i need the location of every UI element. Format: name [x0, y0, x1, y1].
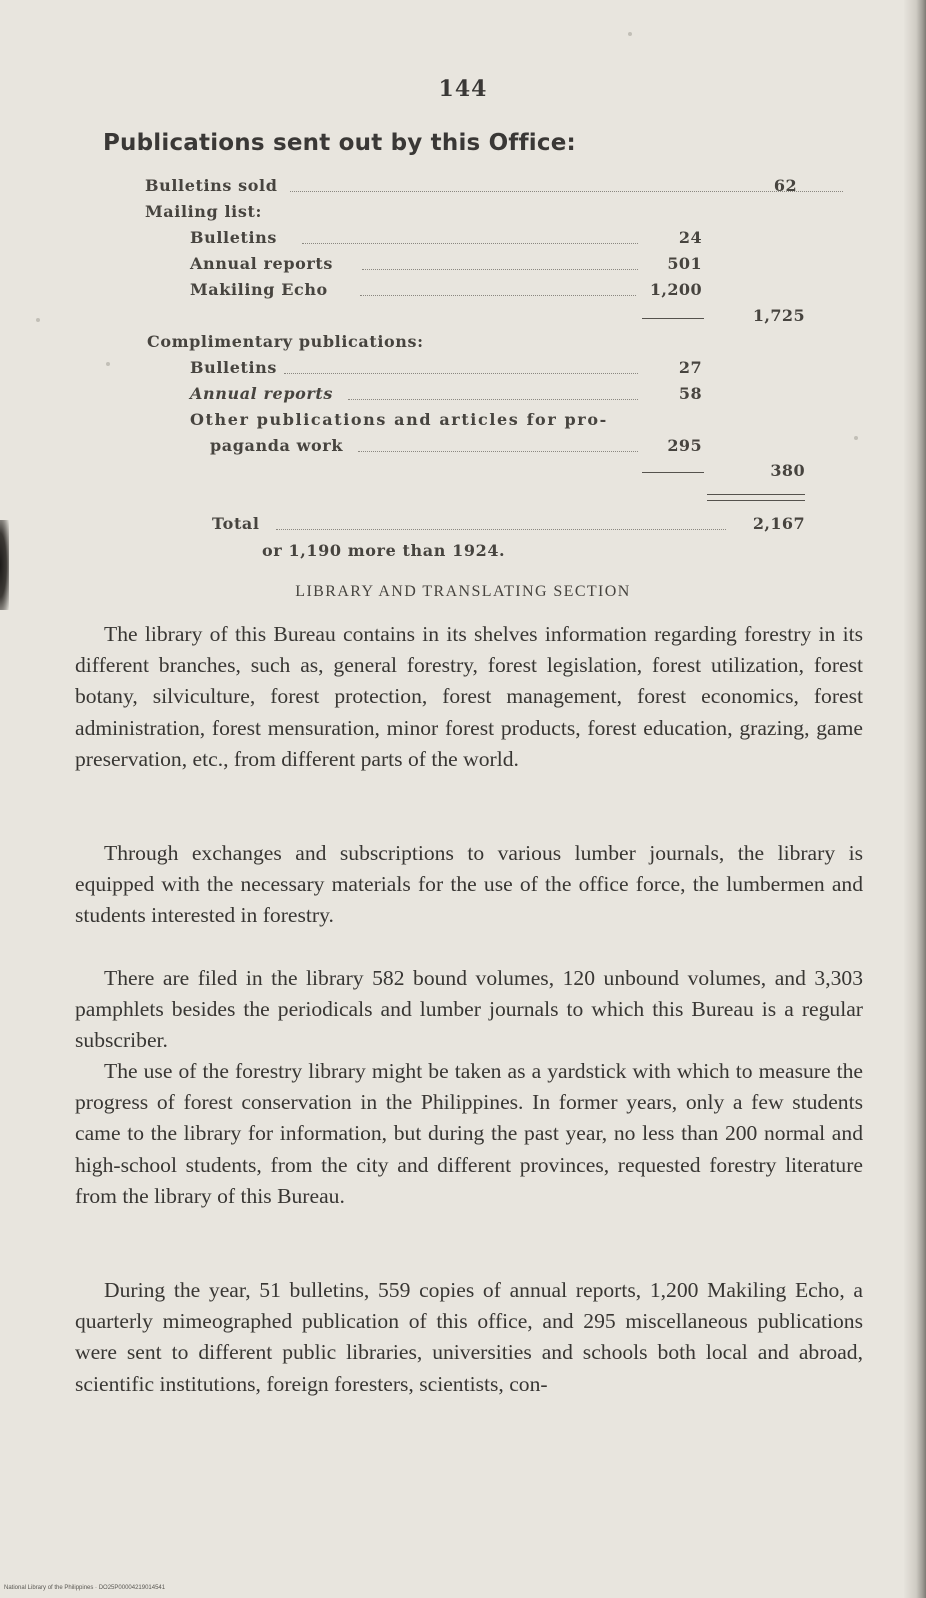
- row-value: 24: [678, 228, 702, 247]
- row-value: 58: [678, 384, 702, 403]
- table-row-other-publications-line1: [190, 410, 710, 434]
- row-label: Other publications and articles for pro-: [190, 410, 608, 429]
- complimentary-label: Complimentary publications:: [147, 332, 424, 351]
- row-label: Annual reports: [190, 384, 334, 403]
- total-double-rule-bottom: [707, 500, 805, 501]
- scan-credit: National Library of the Philippines · DO25P00004219014541: [4, 1585, 166, 1591]
- row-label: Total: [212, 514, 260, 533]
- row-value: 501: [667, 254, 702, 273]
- paragraph-holdings: There are filed in the library 582 bound volumes, 120 unbound volumes, and 3,303 pamphlets besides the periodicals and lumber journals to which this Bureau is a regular subscriber.: [75, 966, 863, 1053]
- mailing-list-label: Mailing list:: [145, 202, 262, 221]
- mailing-list-subtotal: 1,725: [752, 306, 805, 325]
- dot-leader: [358, 451, 638, 452]
- row-label: Bulletins: [190, 358, 278, 377]
- subtotal-rule: [642, 472, 704, 473]
- row-value-total-col: 62: [773, 176, 797, 195]
- table-row-mailing-annual-reports: [190, 254, 710, 278]
- publications-heading: Publications sent out by this Office:: [103, 130, 576, 156]
- dot-leader: [360, 295, 636, 296]
- paragraph-library-contents: The library of this Bureau contains in its shelves information regarding forestry in its different branches, such as, general forestry, forest legislation, forest utilization, forest botany, silviculture, forest protection, forest management, forest economics, forest administration, forest mensuration, minor forest products, forest education, grazing, game preservation, etc., from different parts of the world.: [75, 622, 863, 771]
- table-row-complimentary-bulletins: [190, 358, 710, 382]
- total-double-rule-top: [707, 494, 805, 495]
- complimentary-subtotal: 380: [770, 461, 805, 480]
- table-row-other-publications-line2: [210, 436, 710, 460]
- row-value: 1,200: [649, 280, 702, 299]
- table-row-complimentary-annual-reports: [190, 384, 710, 408]
- subtotal-rule: [642, 318, 704, 319]
- row-label: paganda work: [210, 436, 344, 455]
- paper-speck: [106, 362, 110, 366]
- row-value: 2,167: [752, 514, 805, 533]
- dot-leader: [362, 269, 638, 270]
- paper-speck: [628, 32, 632, 36]
- paragraph-distribution: During the year, 51 bulletins, 559 copies of annual reports, 1,200 Makiling Echo, a quarterly mimeographed publication of this office, and 295 miscellaneous publications were sent to different public libraries, universities and schools both local and abroad, scientific institutions, foreign foresters, scientists, con-: [75, 1278, 863, 1396]
- section-heading: LIBRARY AND TRANSLATING SECTION: [295, 583, 631, 600]
- paper-speck: [36, 318, 40, 322]
- table-row-mailing-makiling-echo: [190, 280, 710, 304]
- row-label: Bulletins sold: [145, 176, 278, 195]
- dot-leader: [284, 373, 638, 374]
- table-row-bulletins-sold: [145, 176, 805, 200]
- table-row-total: [212, 514, 805, 538]
- comparison-note: or 1,190 more than 1924.: [262, 541, 506, 560]
- row-value: 27: [678, 358, 702, 377]
- row-label: Annual reports: [190, 254, 334, 273]
- paragraph-exchanges: Through exchanges and subscriptions to various lumber journals, the library is equipped with the necessary materials for the use of the office force, the lumbermen and students interested in forestry.: [75, 841, 863, 928]
- row-label: Bulletins: [190, 228, 278, 247]
- row-label: Makiling Echo: [190, 280, 328, 299]
- page-number: 144: [438, 76, 488, 102]
- dot-leader: [348, 399, 638, 400]
- row-value: 295: [667, 436, 702, 455]
- dot-leader: [302, 243, 638, 244]
- paragraph-library-use: The use of the forestry library might be taken as a yardstick with which to measure the progress of forest conservation in the Philippines. In former years, only a few students came to the library for information, but during the past year, no less than 200 normal and high-school students, from the city and different provinces, requested forestry literature from the library of this Bureau.: [75, 1059, 863, 1208]
- table-row-mailing-bulletins: [190, 228, 710, 252]
- paper-speck: [854, 436, 858, 440]
- page-edge-shadow: [904, 0, 926, 1598]
- dot-leader: [276, 529, 726, 530]
